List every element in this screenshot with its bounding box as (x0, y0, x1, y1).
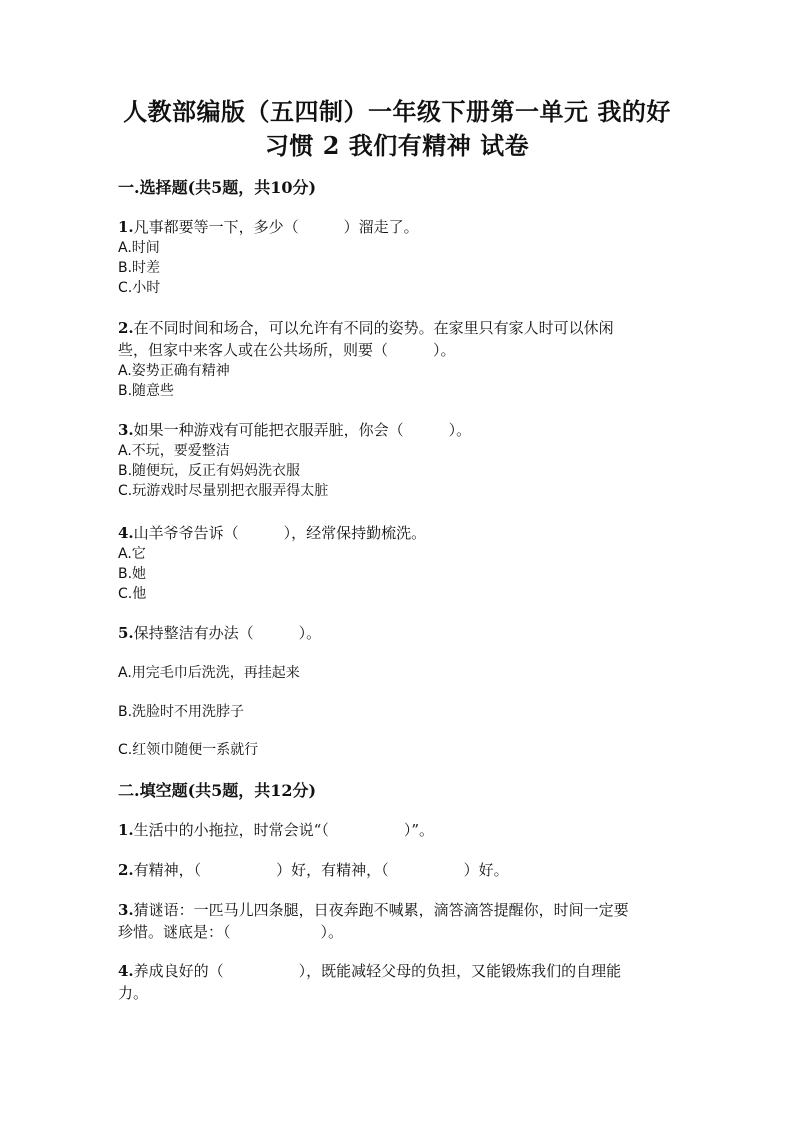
option-b: B.随便玩，反正有妈妈洗衣服 (118, 463, 301, 479)
question-block (118, 216, 678, 298)
question-number: 2. (118, 319, 134, 337)
page-title-line-2: 习惯 2 我们有精神 试卷 (264, 131, 530, 160)
question-block (118, 522, 678, 604)
page-title-line-1: 人教部编版（五四制）一年级下册第一单元 我的好 (123, 97, 671, 126)
option-a: A.姿势正确有精神 (118, 363, 230, 379)
question-number: 2. (118, 861, 134, 879)
question-block (118, 960, 678, 1004)
question-text (118, 522, 678, 544)
option-b: B.洗脸时不用洗脖子 (118, 704, 245, 720)
question-block (118, 419, 678, 501)
question-content: 生活中的小拖拉，时常会说“（ ）”。 (133, 821, 435, 839)
option-a: A.时间 (118, 240, 160, 256)
option-a: A.用完毛巾后洗洗，再挂起来 (118, 665, 300, 681)
option-b: B.时差 (118, 260, 161, 276)
option-c: C.红领巾随便一系就行 (118, 742, 259, 758)
question-number: 1. (118, 218, 134, 236)
option-b: B.她 (118, 566, 147, 582)
question-text (118, 419, 678, 441)
question-block (118, 859, 678, 881)
question-content-line-1: 在不同时间和场合，可以允许有不同的姿势。在家里只有家人时可以休闲 (133, 319, 614, 337)
question-block (118, 622, 678, 644)
question-content-line-1: 养成良好的（ ），既能减轻父母的负担，又能锻炼我们的自理能 (133, 962, 622, 980)
question-content: 凡事都要等一下，多少（ ）溜走了。 (133, 218, 419, 236)
section-heading-multiple-choice: 一.选择题(共5题，共10分) (118, 178, 317, 197)
question-number: 5. (118, 624, 134, 642)
option-c: C.玩游戏时尽量别把衣服弄得太脏 (118, 483, 329, 499)
question-content: 如果一种游戏有可能把衣服弄脏，你会（ ）。 (133, 421, 472, 439)
question-block (118, 317, 678, 401)
option-a: A.不玩，要爱整洁 (118, 443, 230, 459)
question-text (118, 216, 678, 238)
question-text (118, 859, 678, 881)
question-text (118, 899, 678, 921)
option-c: C.他 (118, 586, 147, 602)
question-block (118, 899, 678, 943)
question-content: 山羊爷爷告诉（ ），经常保持勤梳洗。 (133, 524, 427, 542)
question-number: 4. (118, 962, 134, 980)
question-block (118, 819, 678, 841)
question-content-line-2: 力。 (118, 984, 149, 1002)
question-text (118, 819, 678, 841)
section-heading-fill-in: 二.填空题(共5题，共12分) (118, 781, 317, 800)
question-number: 1. (118, 821, 134, 839)
option-b: B.随意些 (118, 383, 175, 399)
question-content-line-2: 珍惜。谜底是：（ ）。 (118, 923, 344, 941)
question-text (118, 960, 678, 982)
question-number: 4. (118, 524, 134, 542)
option-c: C.小时 (118, 280, 161, 296)
question-content-line-2: 些，但家中来客人或在公共场所，则要（ ）。 (118, 341, 456, 359)
question-number: 3. (118, 421, 134, 439)
option-a: A.它 (118, 546, 146, 562)
question-text (118, 317, 678, 339)
question-content: 保持整洁有办法（ ）。 (133, 624, 322, 642)
question-text (118, 622, 678, 644)
question-content-line-1: 猜谜语：一匹马儿四条腿，日夜奔跑不喊累，滴答滴答提醒你，时间一定要 (133, 901, 629, 919)
question-content: 有精神，（ ）好，有精神，（ ）好。 (133, 861, 509, 879)
question-number: 3. (118, 901, 134, 919)
